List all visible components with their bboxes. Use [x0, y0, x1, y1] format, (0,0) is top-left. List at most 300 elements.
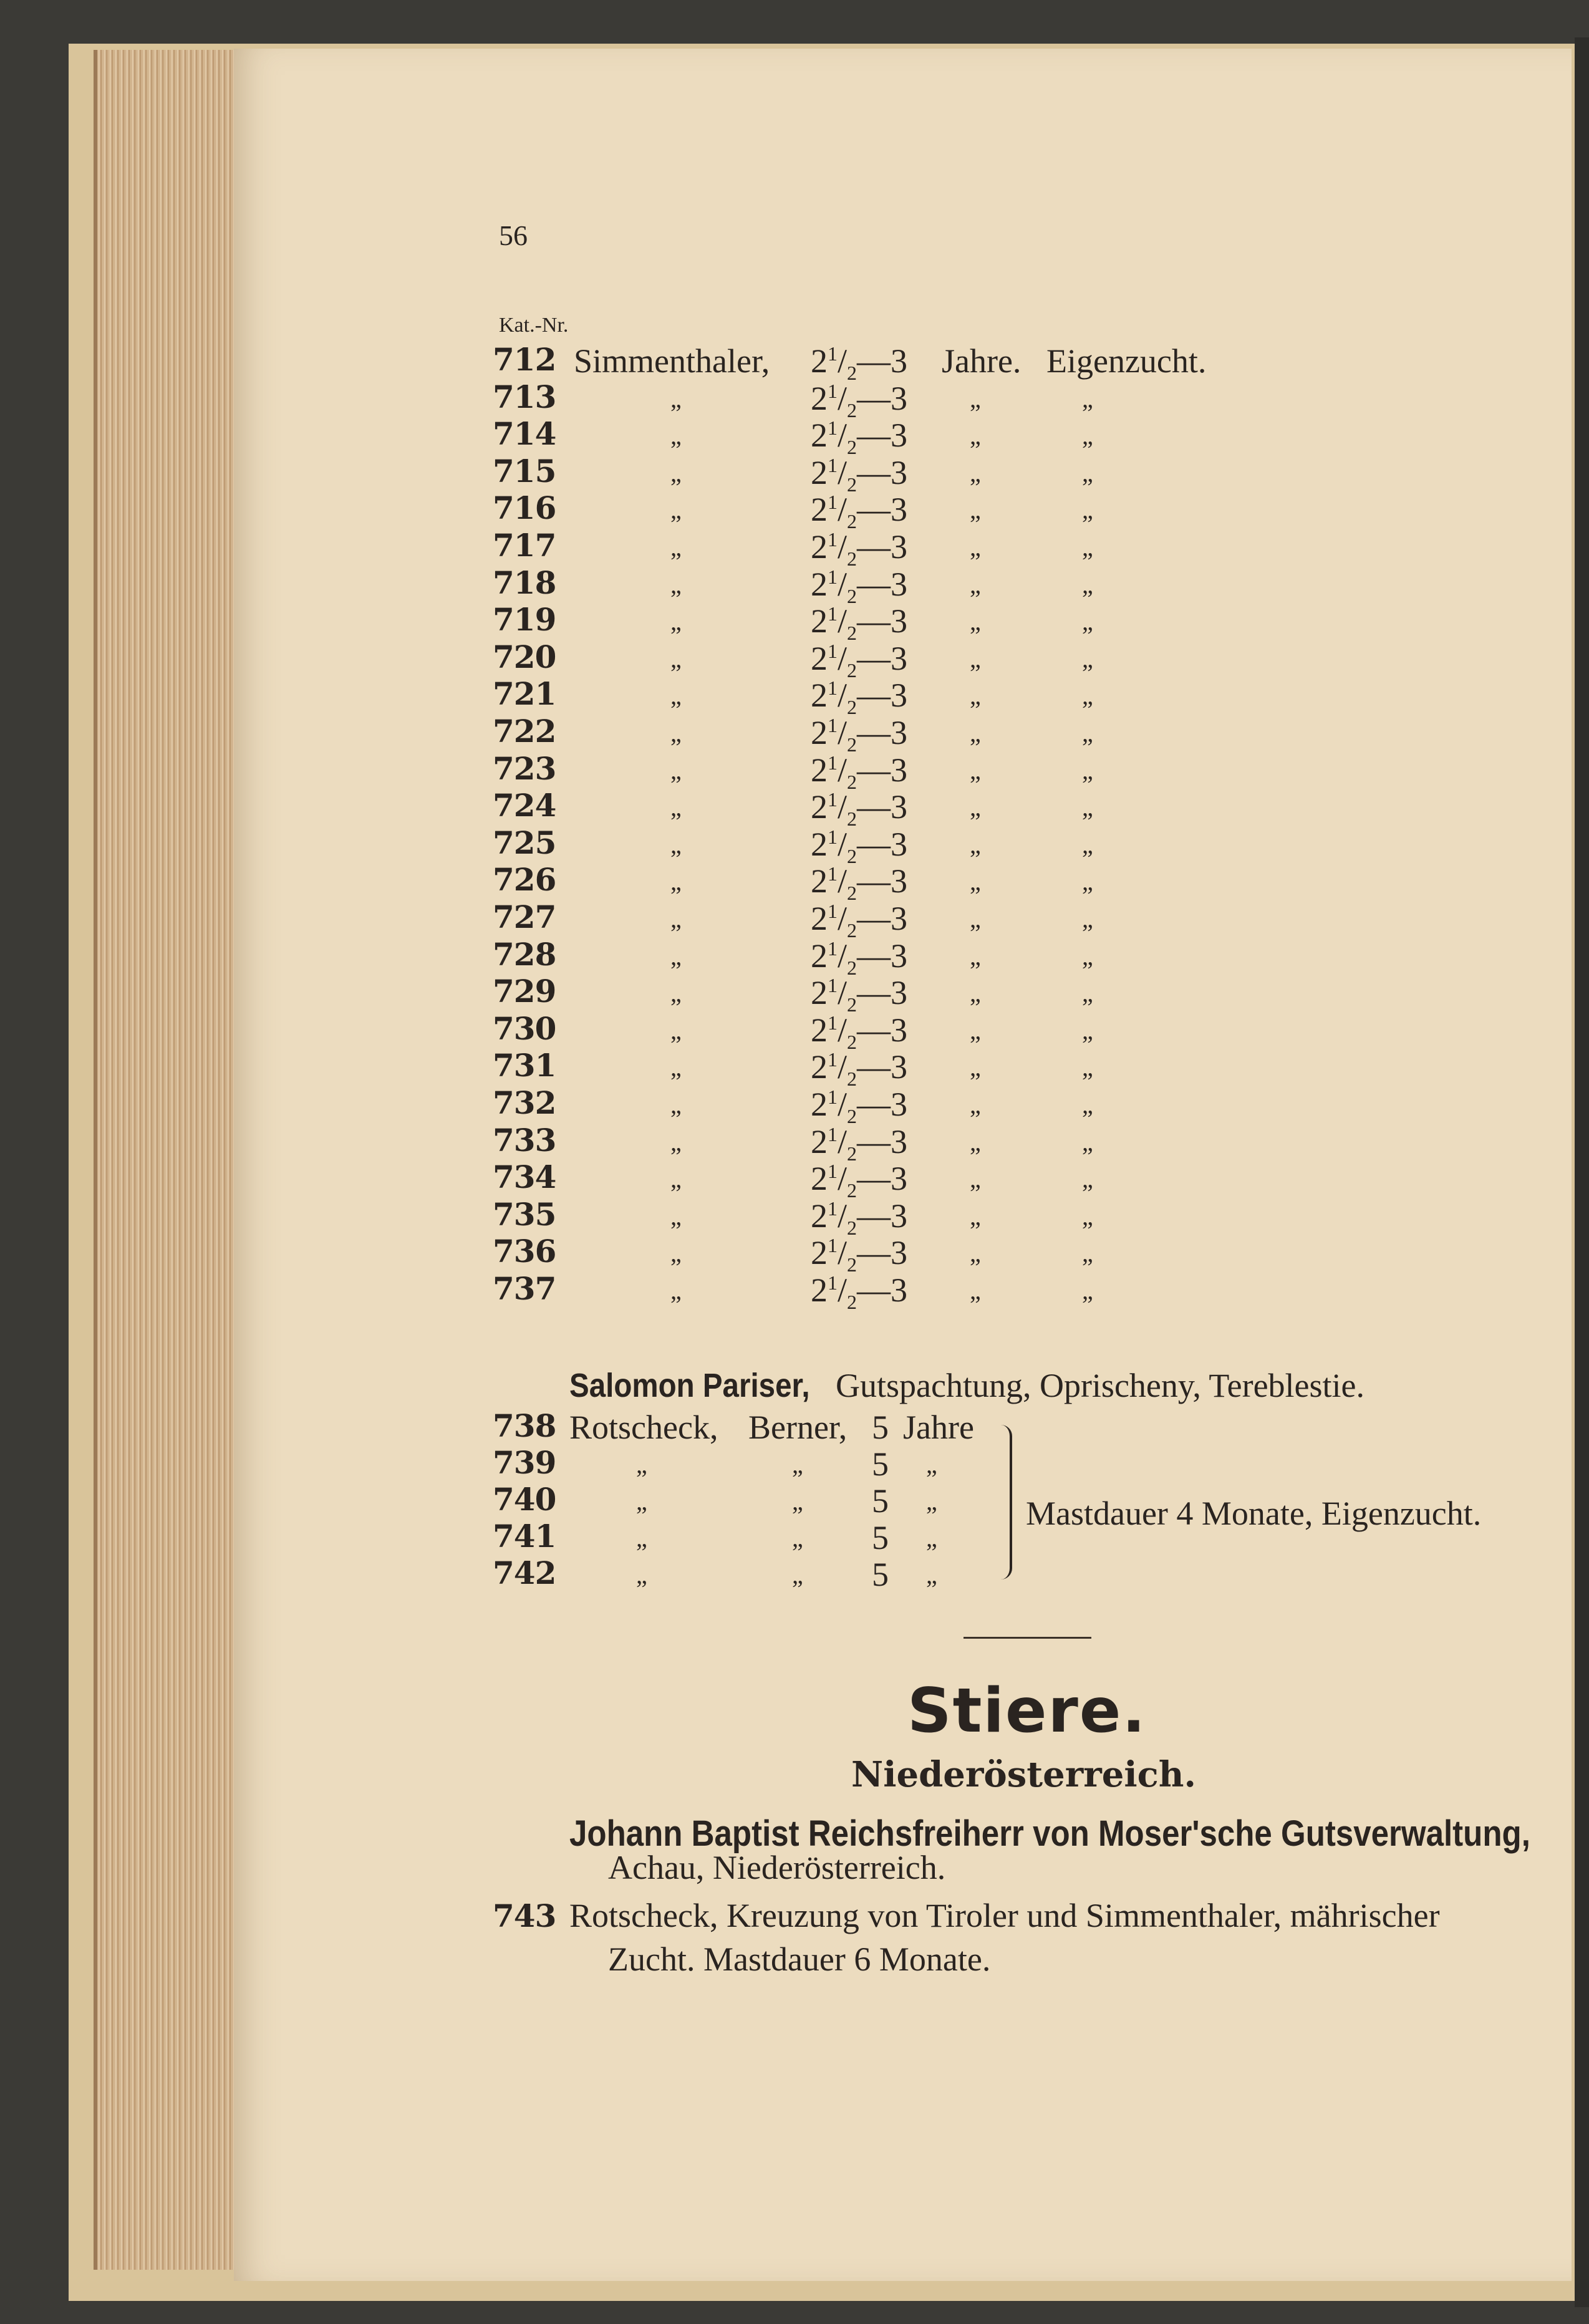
age-max: 3 — [891, 491, 908, 528]
age-dash: — — [857, 1197, 891, 1235]
age-range: $2^1/_2—3$ — [811, 454, 908, 496]
age-fraction-numerator: 1 — [828, 714, 838, 736]
age-max: 3 — [891, 1048, 908, 1086]
age-whole: 2 — [811, 566, 828, 603]
age-fraction-denominator: 2 — [847, 1216, 857, 1239]
ditto-mark: „ — [670, 905, 682, 933]
catalog-number: 737 — [493, 1270, 556, 1307]
ditto-mark: „ — [1082, 1128, 1093, 1156]
age-range: $2^1/_2—3$ — [811, 937, 908, 979]
age-dash: — — [857, 714, 891, 751]
ditto-mark: „ — [670, 571, 682, 599]
ditto-mark: „ — [970, 1165, 981, 1193]
age-dash: — — [857, 491, 891, 528]
ditto-mark: „ — [970, 1053, 981, 1081]
age-fraction-numerator: 1 — [828, 826, 838, 848]
section-divider — [964, 1637, 1091, 1639]
ditto-mark: „ — [1082, 979, 1093, 1007]
age-fraction-numerator: 1 — [828, 566, 838, 588]
catalog-number: 742 — [493, 1555, 556, 1591]
age-dash: — — [857, 342, 891, 380]
age-years: 5 — [872, 1556, 889, 1593]
age-fraction-denominator: 2 — [847, 956, 857, 979]
ditto-mark: „ — [670, 533, 682, 561]
age-max: 3 — [891, 640, 908, 677]
ditto-mark: „ — [670, 1128, 682, 1156]
ditto-mark: „ — [670, 459, 682, 487]
entry-text-line2: Zucht. Mastdauer 6 Monate. — [608, 1941, 991, 1978]
age-range: $2^1/_2—3$ — [811, 1048, 908, 1090]
ditto-mark: „ — [670, 719, 682, 747]
age-whole: 2 — [811, 900, 828, 937]
age-dash: — — [857, 974, 891, 1011]
catalog-number: 730 — [493, 1010, 556, 1047]
catalog-number: 733 — [493, 1122, 556, 1159]
ditto-mark: „ — [1082, 1202, 1093, 1230]
owner-name-2: Johann Baptist Reichsfreiherr von Moser'sche Gutsverwaltung, — [569, 1813, 1530, 1854]
catalog-number: 729 — [493, 973, 556, 1010]
age-range: $2^1/_2—3$ — [811, 1086, 908, 1127]
ditto-mark: „ — [1082, 422, 1093, 450]
catalog-number: 728 — [493, 936, 556, 973]
age-max: 3 — [891, 1011, 908, 1049]
age-fraction-numerator: 1 — [828, 1123, 838, 1145]
age-max: 3 — [891, 1160, 908, 1197]
age-whole: 2 — [811, 454, 828, 491]
catalog-number: 720 — [493, 639, 556, 675]
group-note: Mastdauer 4 Monate, Eigenzucht. — [1026, 1495, 1482, 1532]
age-whole: 2 — [811, 677, 828, 714]
catalog-number: 734 — [493, 1159, 556, 1195]
age-fraction-numerator: 1 — [828, 380, 838, 402]
catalog-number: 735 — [493, 1196, 556, 1233]
age-whole: 2 — [811, 1160, 828, 1197]
age-dash: — — [857, 640, 891, 677]
ditto-mark: „ — [970, 1091, 981, 1119]
ditto-mark: „ — [1082, 1053, 1093, 1081]
section-heading: Stiere. — [907, 1675, 1147, 1747]
catalog-number: 722 — [493, 713, 556, 750]
age-fraction-denominator: 2 — [847, 361, 857, 384]
age-range: $2^1/_2—3$ — [811, 1271, 908, 1313]
catalog-number: 739 — [493, 1444, 556, 1481]
age-range: $2^1/_2—3$ — [811, 1197, 908, 1239]
catalog-number: 731 — [493, 1047, 556, 1084]
ditto-mark: „ — [926, 1487, 937, 1515]
ditto-mark: „ — [970, 571, 981, 599]
entry-number: 743 — [493, 1897, 556, 1934]
age-fraction-numerator: 1 — [828, 342, 838, 365]
age-fraction-denominator: 2 — [847, 695, 857, 718]
ditto-mark: „ — [636, 1561, 647, 1589]
column-header: Kat.-Nr. — [499, 314, 569, 337]
age-dash: — — [857, 566, 891, 603]
ditto-mark: „ — [1082, 719, 1093, 747]
age-max: 3 — [891, 1086, 908, 1123]
catalog-number: 727 — [493, 899, 556, 935]
age-max: 3 — [891, 454, 908, 491]
ditto-mark: „ — [970, 1016, 981, 1044]
age-range: $2^1/_2—3$ — [811, 788, 908, 830]
age-fraction-numerator: 1 — [828, 677, 838, 699]
catalog-number: 721 — [493, 675, 556, 712]
ditto-mark: „ — [926, 1450, 937, 1478]
catalog-number: 736 — [493, 1233, 556, 1270]
group-brace — [1001, 1425, 1012, 1579]
owner-place: Achau, Niederösterreich. — [608, 1849, 946, 1886]
catalog-number: 715 — [493, 453, 556, 489]
age-fraction-denominator: 2 — [847, 435, 857, 458]
ditto-mark: „ — [970, 979, 981, 1007]
region-heading: Niederösterreich. — [851, 1754, 1196, 1795]
ditto-mark: „ — [1082, 942, 1093, 970]
age-max: 3 — [891, 826, 908, 863]
age-dash: — — [857, 528, 891, 566]
catalog-number: 726 — [493, 861, 556, 898]
ditto-mark: „ — [670, 1165, 682, 1193]
age-range: $2^1/_2—3$ — [811, 1011, 908, 1053]
ditto-mark: „ — [670, 793, 682, 821]
ditto-mark: „ — [970, 645, 981, 673]
age-whole: 2 — [811, 751, 828, 789]
ditto-mark: „ — [970, 756, 981, 784]
age-years: 5 — [872, 1519, 889, 1556]
age-max: 3 — [891, 788, 908, 826]
age-max: 3 — [891, 1271, 908, 1309]
age-range: $2^1/_2—3$ — [811, 714, 908, 756]
ditto-mark: „ — [670, 1053, 682, 1081]
age-range: $2^1/_2—3$ — [811, 528, 908, 570]
age-dash: — — [857, 380, 891, 417]
age-dash: — — [857, 826, 891, 863]
breeding-note: Eigenzucht. — [1046, 342, 1207, 380]
age-fraction-denominator: 2 — [847, 1253, 857, 1276]
ditto-mark: „ — [1082, 496, 1093, 524]
ditto-mark: „ — [1082, 1239, 1093, 1267]
catalog-number: 716 — [493, 489, 556, 526]
age-whole: 2 — [811, 1123, 828, 1160]
breed-name: Simmenthaler, — [574, 342, 770, 380]
age-max: 3 — [891, 1123, 908, 1160]
ditto-mark: „ — [1082, 1016, 1093, 1044]
age-dash: — — [857, 1271, 891, 1309]
ditto-mark: „ — [670, 867, 682, 895]
ditto-mark: „ — [1082, 905, 1093, 933]
ditto-mark: „ — [970, 682, 981, 710]
age-whole: 2 — [811, 1271, 828, 1309]
age-fraction-denominator: 2 — [847, 621, 857, 644]
age-whole: 2 — [811, 417, 828, 454]
age-fraction-numerator: 1 — [828, 751, 838, 774]
owner-name: Salomon Pariser, — [569, 1367, 810, 1404]
ditto-mark: „ — [1082, 607, 1093, 635]
age-whole: 2 — [811, 974, 828, 1011]
ditto-mark: „ — [970, 1128, 981, 1156]
ditto-mark: „ — [670, 979, 682, 1007]
catalog-number: 741 — [493, 1518, 556, 1555]
age-range: $2^1/_2—3$ — [811, 826, 908, 867]
age-fraction-numerator: 1 — [828, 640, 838, 662]
age-whole: 2 — [811, 1234, 828, 1271]
ditto-mark: „ — [670, 1202, 682, 1230]
age-range: $2^1/_2—3$ — [811, 1123, 908, 1165]
catalog-number: 712 — [493, 341, 556, 378]
age-max: 3 — [891, 714, 908, 751]
ditto-mark: „ — [926, 1524, 937, 1552]
ditto-mark: „ — [1082, 1276, 1093, 1304]
age-whole: 2 — [811, 1197, 828, 1235]
catalog-number: 714 — [493, 415, 556, 452]
ditto-mark: „ — [670, 831, 682, 859]
ditto-mark: „ — [1082, 831, 1093, 859]
ditto-mark: „ — [970, 607, 981, 635]
ditto-mark: „ — [970, 905, 981, 933]
ditto-mark: „ — [970, 942, 981, 970]
ditto-mark: „ — [1082, 756, 1093, 784]
ditto-mark: „ — [792, 1450, 803, 1478]
ditto-mark: „ — [970, 459, 981, 487]
age-fraction-numerator: 1 — [828, 602, 838, 625]
age-whole: 2 — [811, 380, 828, 417]
ditto-mark: „ — [1082, 867, 1093, 895]
age-years: 5 — [872, 1409, 889, 1446]
age-dash: — — [857, 1011, 891, 1049]
page-number: 56 — [499, 219, 528, 251]
age-fraction-numerator: 1 — [828, 1197, 838, 1220]
age-range: $2^1/_2—3$ — [811, 900, 908, 942]
age-range: $2^1/_2—3$ — [811, 602, 908, 644]
age-fraction-denominator: 2 — [847, 1104, 857, 1127]
age-fraction-numerator: 1 — [828, 491, 838, 513]
ditto-mark: „ — [670, 1276, 682, 1304]
ditto-mark: „ — [670, 645, 682, 673]
age-whole: 2 — [811, 862, 828, 900]
age-whole: 2 — [811, 640, 828, 677]
age-fraction-denominator: 2 — [847, 1030, 857, 1053]
catalog-number: 738 — [493, 1407, 556, 1444]
age-whole: 2 — [811, 788, 828, 826]
age-max: 3 — [891, 602, 908, 640]
age-whole: 2 — [811, 826, 828, 863]
age-fraction-numerator: 1 — [828, 1271, 838, 1294]
ditto-mark: „ — [970, 831, 981, 859]
ditto-mark: „ — [1082, 1091, 1093, 1119]
age-range: $2^1/_2—3$ — [811, 677, 908, 718]
age-max: 3 — [891, 677, 908, 714]
scan-border — [1575, 37, 1589, 2307]
age-whole: 2 — [811, 714, 828, 751]
age-fraction-denominator: 2 — [847, 658, 857, 682]
age-fraction-denominator: 2 — [847, 398, 857, 422]
age-fraction-numerator: 1 — [828, 1011, 838, 1034]
age-range: $2^1/_2—3$ — [811, 417, 908, 458]
ditto-mark: „ — [970, 1239, 981, 1267]
age-range: $2^1/_2—3$ — [811, 640, 908, 682]
age-whole: 2 — [811, 937, 828, 975]
age-dash: — — [857, 677, 891, 714]
catalog-number: 723 — [493, 750, 556, 787]
age-range: $2^1/_2—3$ — [811, 380, 908, 422]
age-dash: — — [857, 454, 891, 491]
ditto-mark: „ — [670, 1239, 682, 1267]
ditto-mark: „ — [1082, 1165, 1093, 1193]
ditto-mark: „ — [1082, 682, 1093, 710]
age-dash: — — [857, 1048, 891, 1086]
ditto-mark: „ — [970, 385, 981, 413]
age-max: 3 — [891, 528, 908, 566]
ditto-mark: „ — [670, 385, 682, 413]
age-fraction-numerator: 1 — [828, 788, 838, 811]
ditto-mark: „ — [1082, 793, 1093, 821]
age-range: $2^1/_2—3$ — [811, 342, 908, 384]
age-range: $2^1/_2—3$ — [811, 566, 908, 607]
age-whole: 2 — [811, 602, 828, 640]
ditto-mark: „ — [636, 1450, 647, 1478]
age-fraction-numerator: 1 — [828, 417, 838, 439]
ditto-mark: „ — [670, 756, 682, 784]
age-unit: Jahre. — [942, 342, 1022, 380]
age-fraction-numerator: 1 — [828, 1234, 838, 1256]
ditto-mark: „ — [1082, 533, 1093, 561]
age-fraction-denominator: 2 — [847, 733, 857, 756]
breed-subtype: Berner, — [748, 1409, 848, 1446]
age-unit: Jahre — [903, 1409, 974, 1446]
ditto-mark: „ — [792, 1524, 803, 1552]
breed-name: Rotscheck, — [569, 1409, 718, 1446]
ditto-mark: „ — [970, 533, 981, 561]
page-edges — [94, 50, 241, 2270]
ditto-mark: „ — [926, 1561, 937, 1589]
ditto-mark: „ — [1082, 385, 1093, 413]
age-whole: 2 — [811, 1086, 828, 1123]
ditto-mark: „ — [970, 422, 981, 450]
age-max: 3 — [891, 900, 908, 937]
ditto-mark: „ — [970, 496, 981, 524]
age-dash: — — [857, 1160, 891, 1197]
age-whole: 2 — [811, 1048, 828, 1086]
ditto-mark: „ — [636, 1524, 647, 1552]
age-fraction-numerator: 1 — [828, 974, 838, 996]
ditto-mark: „ — [1082, 459, 1093, 487]
age-fraction-denominator: 2 — [847, 547, 857, 570]
age-fraction-denominator: 2 — [847, 881, 857, 904]
age-years: 5 — [872, 1445, 889, 1483]
ditto-mark: „ — [792, 1561, 803, 1589]
age-whole: 2 — [811, 342, 828, 380]
ditto-mark: „ — [670, 942, 682, 970]
catalog-number: 719 — [493, 601, 556, 638]
age-dash: — — [857, 900, 891, 937]
age-range: $2^1/_2—3$ — [811, 1234, 908, 1276]
age-max: 3 — [891, 751, 908, 789]
catalog-number: 725 — [493, 824, 556, 861]
ditto-mark: „ — [970, 867, 981, 895]
age-whole: 2 — [811, 528, 828, 566]
age-max: 3 — [891, 342, 908, 380]
age-dash: — — [857, 1234, 891, 1271]
ditto-mark: „ — [670, 607, 682, 635]
catalog-number: 740 — [493, 1481, 556, 1518]
age-fraction-numerator: 1 — [828, 454, 838, 476]
age-dash: — — [857, 1123, 891, 1160]
age-dash: — — [857, 751, 891, 789]
age-fraction-numerator: 1 — [828, 1048, 838, 1071]
age-max: 3 — [891, 566, 908, 603]
age-fraction-denominator: 2 — [847, 1142, 857, 1165]
ditto-mark: „ — [970, 793, 981, 821]
owner-details: Gutspachtung, Oprischeny, Tereblestie. — [836, 1367, 1364, 1404]
age-fraction-numerator: 1 — [828, 528, 838, 551]
age-whole: 2 — [811, 491, 828, 528]
age-fraction-denominator: 2 — [847, 1290, 857, 1313]
ditto-mark: „ — [1082, 645, 1093, 673]
ditto-mark: „ — [792, 1487, 803, 1515]
age-dash: — — [857, 1086, 891, 1123]
catalog-number: 732 — [493, 1084, 556, 1121]
ditto-mark: „ — [970, 1202, 981, 1230]
age-max: 3 — [891, 1234, 908, 1271]
age-max: 3 — [891, 380, 908, 417]
catalog-number: 717 — [493, 527, 556, 564]
age-dash: — — [857, 937, 891, 975]
age-max: 3 — [891, 1197, 908, 1235]
age-range: $2^1/_2—3$ — [811, 491, 908, 533]
ditto-mark: „ — [970, 1276, 981, 1304]
age-fraction-denominator: 2 — [847, 770, 857, 793]
age-fraction-denominator: 2 — [847, 584, 857, 607]
age-fraction-numerator: 1 — [828, 1086, 838, 1108]
entry-text-line1: Rotscheck, Kreuzung von Tiroler und Simmenthaler, mährischer — [569, 1897, 1440, 1934]
ditto-mark: „ — [636, 1487, 647, 1515]
age-fraction-denominator: 2 — [847, 807, 857, 830]
age-fraction-denominator: 2 — [847, 1179, 857, 1202]
age-fraction-denominator: 2 — [847, 509, 857, 533]
age-dash: — — [857, 602, 891, 640]
age-dash: — — [857, 417, 891, 454]
age-dash: — — [857, 788, 891, 826]
age-fraction-denominator: 2 — [847, 473, 857, 496]
ditto-mark: „ — [670, 496, 682, 524]
catalog-number: 724 — [493, 787, 556, 824]
age-fraction-numerator: 1 — [828, 937, 838, 960]
age-whole: 2 — [811, 1011, 828, 1049]
age-fraction-numerator: 1 — [828, 900, 838, 922]
age-years: 5 — [872, 1482, 889, 1520]
ditto-mark: „ — [970, 719, 981, 747]
age-fraction-denominator: 2 — [847, 919, 857, 942]
age-fraction-numerator: 1 — [828, 862, 838, 885]
age-fraction-denominator: 2 — [847, 993, 857, 1016]
catalog-number: 718 — [493, 564, 556, 601]
age-max: 3 — [891, 974, 908, 1011]
age-max: 3 — [891, 417, 908, 454]
age-max: 3 — [891, 862, 908, 900]
ditto-mark: „ — [1082, 571, 1093, 599]
age-max: 3 — [891, 937, 908, 975]
age-range: $2^1/_2—3$ — [811, 1160, 908, 1202]
age-fraction-denominator: 2 — [847, 1067, 857, 1090]
age-range: $2^1/_2—3$ — [811, 751, 908, 793]
ditto-mark: „ — [670, 1016, 682, 1044]
ditto-mark: „ — [670, 682, 682, 710]
age-fraction-denominator: 2 — [847, 844, 857, 867]
age-dash: — — [857, 862, 891, 900]
ditto-mark: „ — [670, 422, 682, 450]
ditto-mark: „ — [670, 1091, 682, 1119]
age-range: $2^1/_2—3$ — [811, 862, 908, 904]
age-fraction-numerator: 1 — [828, 1160, 838, 1182]
catalog-number: 713 — [493, 378, 556, 415]
